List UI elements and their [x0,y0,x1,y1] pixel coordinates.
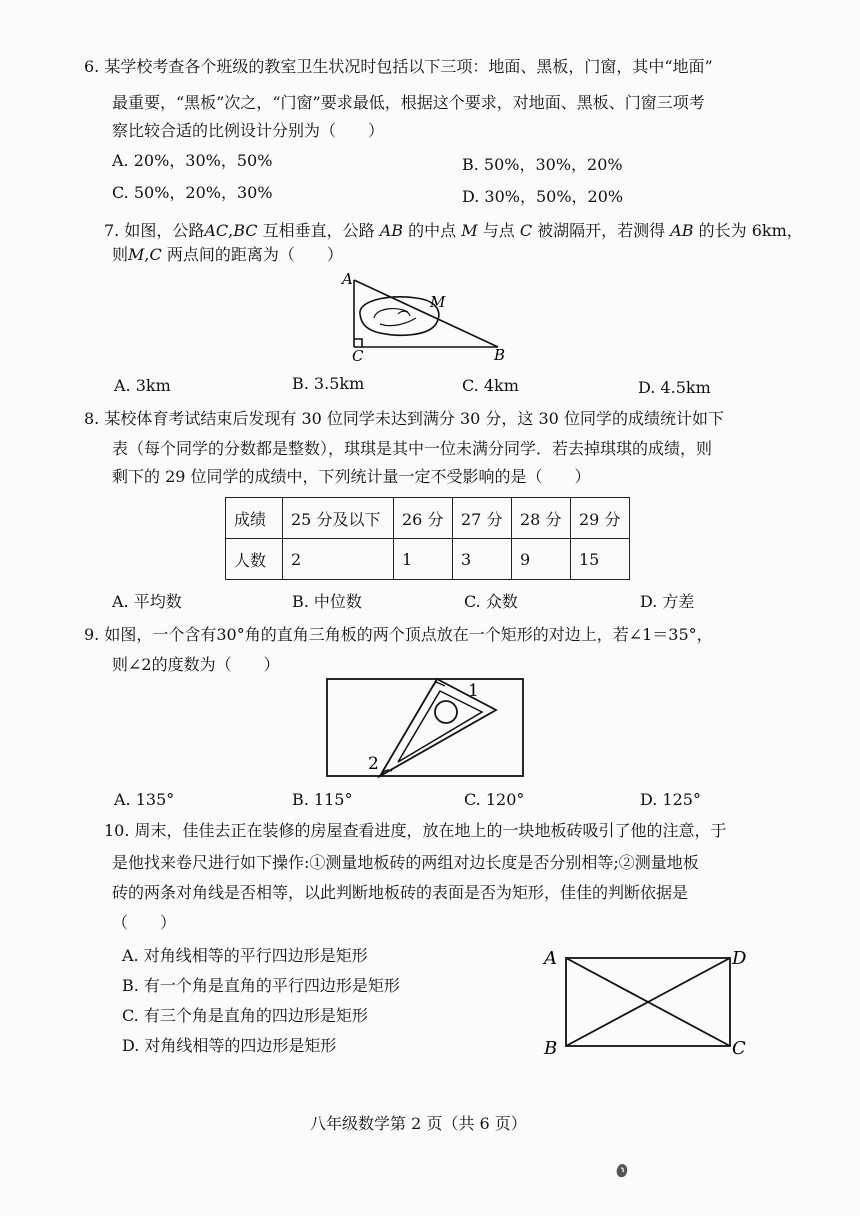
scan-mark-icon [614,1162,630,1180]
q9-line-2: 则∠2的度数为（ ） [112,655,280,674]
table-cell: 9 [512,539,571,580]
q7-option-a: A. 3km [114,376,171,395]
table-header-cell: 成绩 [226,498,283,539]
label-c: C [352,347,364,362]
q10-line-3: 砖的两条对角线是否相等，以此判断地板砖的表面是否为矩形，佳佳的判断依据是 [112,883,689,902]
q10-rectangle-figure [540,944,756,1060]
set-square-hole [435,701,457,723]
rectangle [327,679,523,776]
q7-line-1: 7. 如图，公路AC,BC 互相垂直，公路 AB 的中点 M 与点 C 被湖隔开，若测得 AB 的长为 6km， [104,221,803,240]
label-a: A [544,948,557,969]
q10-option-a: A. 对角线相等的平行四边形是矩形 [122,946,368,965]
q7-var-ab-2: AB [670,221,694,240]
q8-line-2: 表（每个同学的分数都是整数），琪琪是其中一位未满分同学．若去掉琪琪的成绩，则 [112,439,713,458]
q7-var-c: C [519,221,533,240]
label-b: B [494,346,506,362]
table-cell: 人数 [226,539,283,580]
label-c: C [732,1038,746,1059]
q6-option-c: C. 50%，20%，30% [112,183,273,202]
q6-option-a: A. 20%，30%，50% [112,151,273,170]
q10-option-c: C. 有三个角是直角的四边形是矩形 [122,1006,368,1025]
q9-rectangle-figure [324,676,526,780]
q8-line-1: 8. 某校体育考试结束后发现有 30 位同学未达到满分 30 分，这 30 位同学的成绩统计如下 [84,409,724,428]
table-cell: 15 [571,539,630,580]
q10-option-b: B. 有一个角是直角的平行四边形是矩形 [122,976,400,995]
q8-score-table [225,497,630,580]
table-header-cell: 26 分 [394,498,453,539]
question-9 [84,622,804,682]
q10-line-2: 是他找来卷尺进行如下操作:①测量地板砖的两组对边长度是否分别相等;②测量地板 [112,853,699,872]
angle-2-label: 2 [368,754,379,774]
q6-line-1: 6. 某学校考查各个班级的教室卫生状况时包括以下三项：地面、黑板，门窗，其中“地面” [84,57,713,76]
table-header-cell: 28 分 [512,498,571,539]
table-cell: 2 [283,539,394,580]
q8-option-a: A. 平均数 [112,592,182,611]
q9-option-a: A. 135° [114,790,175,809]
q9-option-c: C. 120° [464,790,525,809]
set-square-inner [398,691,482,762]
q7-option-c: C. 4km [462,376,519,395]
table-header-cell: 29 分 [571,498,630,539]
q10-options [122,944,502,1064]
label-d: D [732,948,747,969]
q7-option-b: B. 3.5km [292,374,365,393]
label-m: M [430,293,446,311]
table-header-cell: 27 分 [453,498,512,539]
q8-option-d: D. 方差 [640,592,695,611]
q6-line-2: 最重要，“黑板”次之，“门窗”要求最低，根据这个要求，对地面、黑板、门窗三项考 [112,93,705,112]
q8-option-b: B. 中位数 [292,592,362,611]
q8-option-c: C. 众数 [464,592,518,611]
lake-hatching [374,309,416,326]
q10-option-d: D. 对角线相等的四边形是矩形 [122,1036,337,1055]
q9-option-d: D. 125° [640,790,701,809]
page-footer: 八年级数学第 2 页（共 6 页） [310,1114,527,1133]
q9-options [114,788,794,814]
q6-line-3: 察比较合适的比例设计分别为（ ） [112,121,385,140]
q6-option-b: B. 50%，30%，20% [462,155,623,174]
q9-option-b: B. 115° [292,790,353,809]
q7-line-2: 则M,C 两点间的距离为（ ） [112,245,343,264]
table-header-cell: 25 分及以下 [283,498,394,539]
table-row [226,498,630,539]
q7-var-m: M [461,221,478,240]
table-row [226,539,630,580]
table-cell: 1 [394,539,453,580]
q10-line-1: 10. 周末，佳佳去正在装修的房屋查看进度，放在地上的一块地板砖吸引了他的注意，于 [104,821,727,840]
angle-1-label: 1 [468,681,479,701]
q6-option-d: D. 30%，50%，20% [462,187,624,206]
q7-var-ac: AC [204,221,229,240]
q8-line-3: 剩下的 29 位同学的成绩中，下列统计量一定不受影响的是（ ） [112,467,591,486]
question-8 [84,406,804,496]
q7-var-ab: AB [379,221,404,240]
table-cell: 3 [453,539,512,580]
right-angle-mark [354,339,362,347]
q7-triangle-figure [336,270,516,362]
question-6 [84,54,804,214]
label-a: A [342,270,353,288]
question-10 [104,818,804,940]
lake-outline [360,297,439,335]
q10-line-4: （ ） [112,913,177,932]
q8-options [112,590,792,616]
q7-var-bc: BC [233,221,258,240]
label-b: B [544,1038,558,1059]
q9-line-1: 9. 如图，一个含有30°角的直角三角板的两个顶点放在一个矩形的对边上，若∠1＝35°， [84,625,713,644]
q7-option-d: D. 4.5km [638,378,711,397]
